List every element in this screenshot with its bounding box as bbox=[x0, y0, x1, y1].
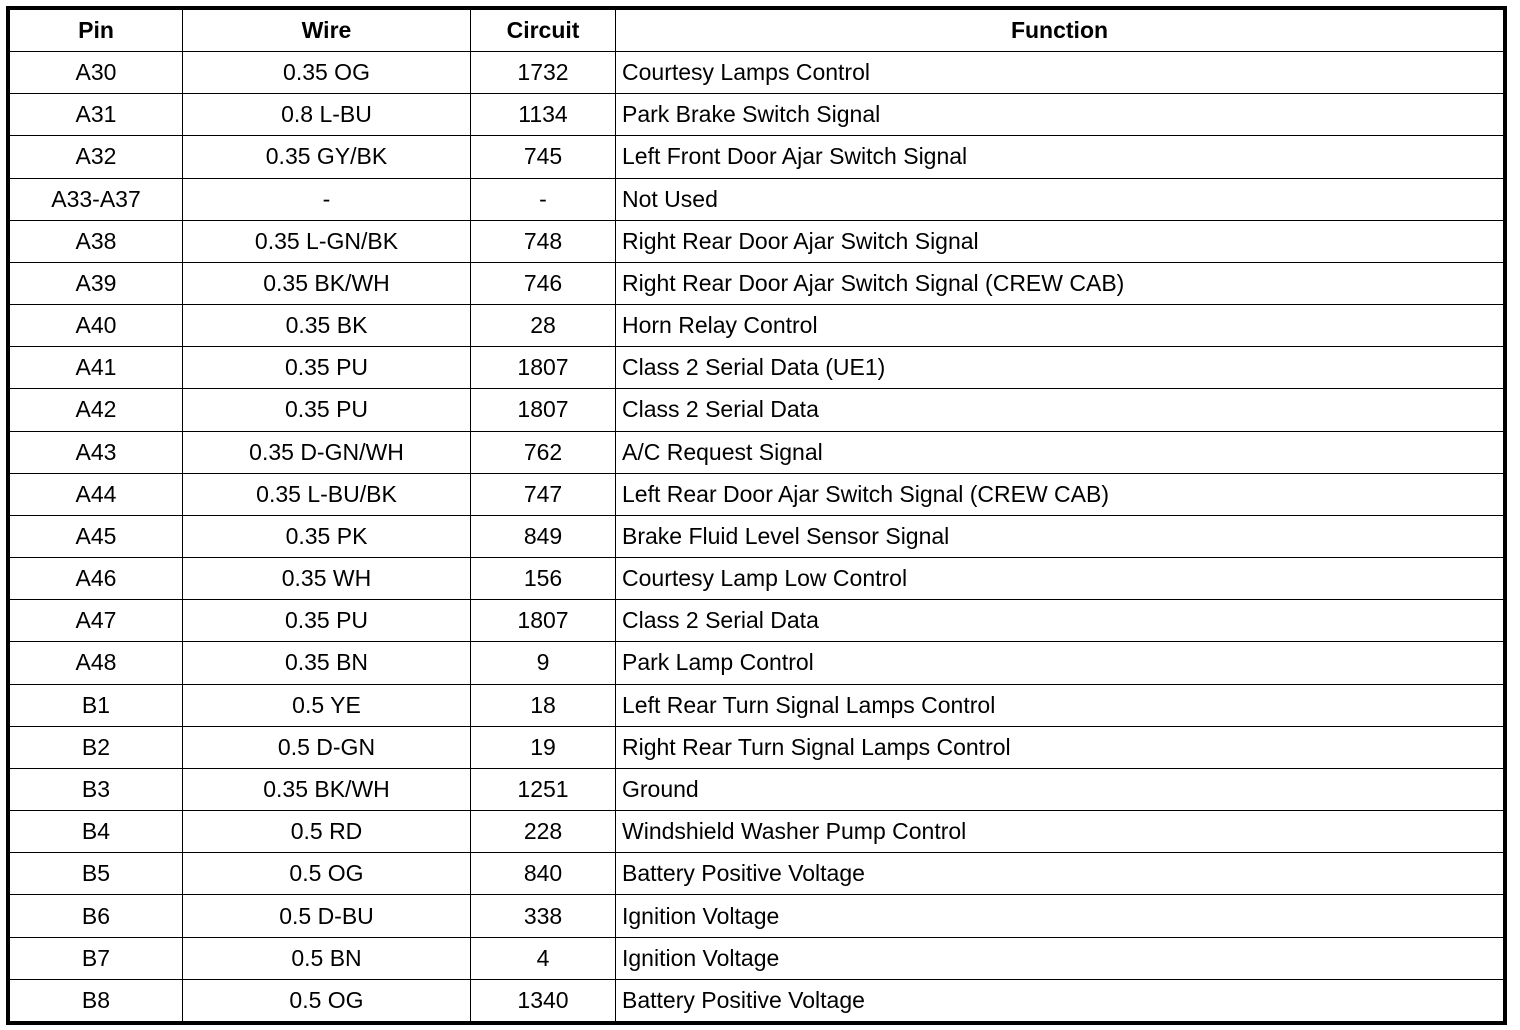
table-row bbox=[10, 431, 1504, 473]
pin-cell: B8 bbox=[10, 979, 183, 1021]
table-row bbox=[10, 347, 1504, 389]
pin-cell: A32 bbox=[10, 136, 183, 178]
function-cell: Left Front Door Ajar Switch Signal bbox=[616, 136, 1504, 178]
wire-cell: 0.35 WH bbox=[183, 558, 471, 600]
function-cell: Windshield Washer Pump Control bbox=[616, 811, 1504, 853]
function-cell: Ignition Voltage bbox=[616, 937, 1504, 979]
table-header-row bbox=[10, 10, 1504, 52]
wire-cell: 0.35 L-BU/BK bbox=[183, 473, 471, 515]
wire-cell: 0.35 BK/WH bbox=[183, 262, 471, 304]
table-row bbox=[10, 558, 1504, 600]
function-cell: Not Used bbox=[616, 178, 1504, 220]
circuit-cell: 19 bbox=[471, 726, 616, 768]
wire-cell: 0.5 RD bbox=[183, 811, 471, 853]
table-row bbox=[10, 220, 1504, 262]
circuit-cell: 1134 bbox=[471, 94, 616, 136]
function-cell: Park Brake Switch Signal bbox=[616, 94, 1504, 136]
table-row bbox=[10, 305, 1504, 347]
circuit-cell: 1732 bbox=[471, 52, 616, 94]
pinout-table bbox=[9, 9, 1504, 1022]
wire-cell: 0.35 BK bbox=[183, 305, 471, 347]
wire-cell: 0.5 OG bbox=[183, 853, 471, 895]
wire-cell: 0.35 D-GN/WH bbox=[183, 431, 471, 473]
circuit-cell: 156 bbox=[471, 558, 616, 600]
wire-cell: 0.5 D-BU bbox=[183, 895, 471, 937]
pin-cell: B5 bbox=[10, 853, 183, 895]
header-pin: Pin bbox=[10, 10, 183, 52]
table-row bbox=[10, 600, 1504, 642]
wire-cell: 0.35 PU bbox=[183, 600, 471, 642]
circuit-cell: 747 bbox=[471, 473, 616, 515]
circuit-cell: 840 bbox=[471, 853, 616, 895]
circuit-cell: - bbox=[471, 178, 616, 220]
wire-cell: 0.5 D-GN bbox=[183, 726, 471, 768]
wire-cell: 0.35 PU bbox=[183, 389, 471, 431]
pin-cell: A42 bbox=[10, 389, 183, 431]
table-row bbox=[10, 389, 1504, 431]
pinout-table-container bbox=[6, 6, 1507, 1025]
function-cell: Left Rear Door Ajar Switch Signal (CREW CAB) bbox=[616, 473, 1504, 515]
function-cell: Class 2 Serial Data bbox=[616, 600, 1504, 642]
function-cell: Ground bbox=[616, 768, 1504, 810]
function-cell: Park Lamp Control bbox=[616, 642, 1504, 684]
pin-cell: B1 bbox=[10, 684, 183, 726]
table-row bbox=[10, 853, 1504, 895]
function-cell: Class 2 Serial Data (UE1) bbox=[616, 347, 1504, 389]
wire-cell: 0.5 OG bbox=[183, 979, 471, 1021]
function-cell: Class 2 Serial Data bbox=[616, 389, 1504, 431]
table-row bbox=[10, 52, 1504, 94]
circuit-cell: 748 bbox=[471, 220, 616, 262]
wire-cell: 0.35 PK bbox=[183, 515, 471, 557]
circuit-cell: 745 bbox=[471, 136, 616, 178]
table-row bbox=[10, 94, 1504, 136]
circuit-cell: 228 bbox=[471, 811, 616, 853]
table-row bbox=[10, 937, 1504, 979]
table-row bbox=[10, 895, 1504, 937]
pin-cell: A44 bbox=[10, 473, 183, 515]
pin-cell: A38 bbox=[10, 220, 183, 262]
circuit-cell: 338 bbox=[471, 895, 616, 937]
wire-cell: - bbox=[183, 178, 471, 220]
circuit-cell: 762 bbox=[471, 431, 616, 473]
circuit-cell: 18 bbox=[471, 684, 616, 726]
circuit-cell: 1340 bbox=[471, 979, 616, 1021]
function-cell: Horn Relay Control bbox=[616, 305, 1504, 347]
table-row bbox=[10, 473, 1504, 515]
header-circuit: Circuit bbox=[471, 10, 616, 52]
circuit-cell: 1251 bbox=[471, 768, 616, 810]
table-row bbox=[10, 136, 1504, 178]
function-cell: Right Rear Door Ajar Switch Signal (CREW CAB) bbox=[616, 262, 1504, 304]
function-cell: Battery Positive Voltage bbox=[616, 979, 1504, 1021]
table-row bbox=[10, 979, 1504, 1021]
header-function: Function bbox=[616, 10, 1504, 52]
wire-cell: 0.35 L-GN/BK bbox=[183, 220, 471, 262]
function-cell: Courtesy Lamp Low Control bbox=[616, 558, 1504, 600]
pin-cell: A33-A37 bbox=[10, 178, 183, 220]
function-cell: Courtesy Lamps Control bbox=[616, 52, 1504, 94]
function-cell: Brake Fluid Level Sensor Signal bbox=[616, 515, 1504, 557]
circuit-cell: 1807 bbox=[471, 389, 616, 431]
pin-cell: A40 bbox=[10, 305, 183, 347]
pin-cell: A45 bbox=[10, 515, 183, 557]
circuit-cell: 28 bbox=[471, 305, 616, 347]
pin-cell: A48 bbox=[10, 642, 183, 684]
table-row bbox=[10, 178, 1504, 220]
circuit-cell: 849 bbox=[471, 515, 616, 557]
pin-cell: A30 bbox=[10, 52, 183, 94]
function-cell: A/C Request Signal bbox=[616, 431, 1504, 473]
function-cell: Right Rear Door Ajar Switch Signal bbox=[616, 220, 1504, 262]
table-row bbox=[10, 515, 1504, 557]
table-row bbox=[10, 262, 1504, 304]
circuit-cell: 4 bbox=[471, 937, 616, 979]
circuit-cell: 9 bbox=[471, 642, 616, 684]
circuit-cell: 746 bbox=[471, 262, 616, 304]
function-cell: Ignition Voltage bbox=[616, 895, 1504, 937]
pin-cell: B3 bbox=[10, 768, 183, 810]
pin-cell: A31 bbox=[10, 94, 183, 136]
pin-cell: A43 bbox=[10, 431, 183, 473]
pin-cell: A41 bbox=[10, 347, 183, 389]
circuit-cell: 1807 bbox=[471, 600, 616, 642]
wire-cell: 0.8 L-BU bbox=[183, 94, 471, 136]
pin-cell: B6 bbox=[10, 895, 183, 937]
pin-cell: A47 bbox=[10, 600, 183, 642]
pin-cell: A39 bbox=[10, 262, 183, 304]
wire-cell: 0.35 BN bbox=[183, 642, 471, 684]
table-row bbox=[10, 684, 1504, 726]
wire-cell: 0.35 PU bbox=[183, 347, 471, 389]
pin-cell: B4 bbox=[10, 811, 183, 853]
wire-cell: 0.5 BN bbox=[183, 937, 471, 979]
table-row bbox=[10, 768, 1504, 810]
function-cell: Right Rear Turn Signal Lamps Control bbox=[616, 726, 1504, 768]
header-wire: Wire bbox=[183, 10, 471, 52]
wire-cell: 0.35 OG bbox=[183, 52, 471, 94]
function-cell: Left Rear Turn Signal Lamps Control bbox=[616, 684, 1504, 726]
wire-cell: 0.35 GY/BK bbox=[183, 136, 471, 178]
wire-cell: 0.5 YE bbox=[183, 684, 471, 726]
table-row bbox=[10, 726, 1504, 768]
pin-cell: B7 bbox=[10, 937, 183, 979]
wire-cell: 0.35 BK/WH bbox=[183, 768, 471, 810]
circuit-cell: 1807 bbox=[471, 347, 616, 389]
table-row bbox=[10, 642, 1504, 684]
table-row bbox=[10, 811, 1504, 853]
pin-cell: B2 bbox=[10, 726, 183, 768]
function-cell: Battery Positive Voltage bbox=[616, 853, 1504, 895]
table-body bbox=[10, 52, 1504, 1022]
pin-cell: A46 bbox=[10, 558, 183, 600]
